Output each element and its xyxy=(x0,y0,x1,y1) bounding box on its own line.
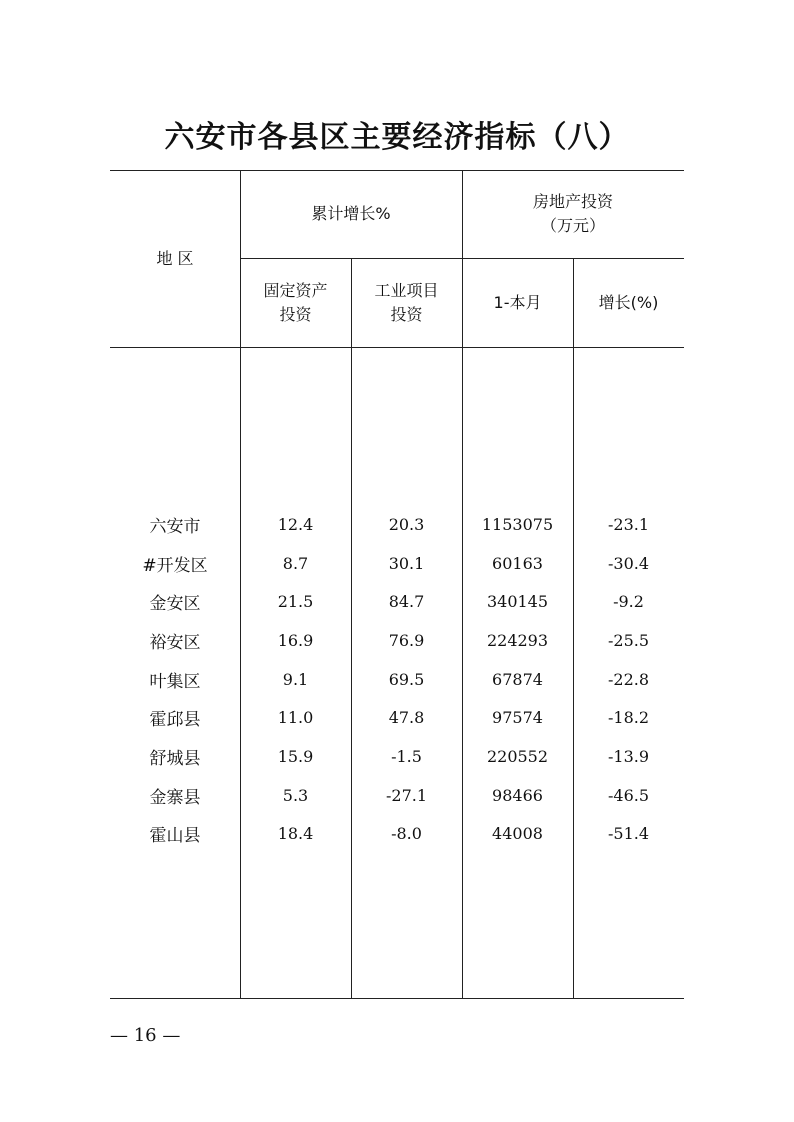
fixed-asset-value: 15.9 xyxy=(277,746,314,766)
header-bottom-rule xyxy=(110,347,684,348)
growth-value: -23.1 xyxy=(607,514,650,534)
region-name: 霍山县 xyxy=(149,825,201,846)
industrial-value: 47.8 xyxy=(388,707,425,727)
real-estate-value: 340145 xyxy=(486,591,549,611)
fixed-asset-value: 9.1 xyxy=(282,669,309,689)
header-region: 地 区 xyxy=(156,248,194,268)
header-fixed-asset: 固定资产 投资 xyxy=(263,280,328,324)
industrial-value: 76.9 xyxy=(388,630,425,650)
real-estate-value: 97574 xyxy=(492,707,543,727)
real-estate-value: 1153075 xyxy=(481,514,554,534)
region-name: 裕安区 xyxy=(149,632,201,653)
fixed-asset-value: 18.4 xyxy=(277,823,314,843)
page-title: 六安市各县区主要经济指标（八） xyxy=(164,120,630,155)
growth-value: -30.4 xyxy=(607,553,650,573)
table-bottom-rule xyxy=(110,998,684,999)
growth-value: -46.5 xyxy=(607,785,650,805)
industrial-value: -1.5 xyxy=(391,746,422,766)
industrial-value: -27.1 xyxy=(385,785,428,805)
industrial-value: 69.5 xyxy=(388,669,425,689)
region-name: #开发区 xyxy=(142,555,208,576)
industrial-value: 20.3 xyxy=(388,514,425,534)
region-name: 叶集区 xyxy=(149,671,201,692)
real-estate-value: 44008 xyxy=(492,823,543,843)
fixed-asset-value: 5.3 xyxy=(282,785,309,805)
growth-value: -51.4 xyxy=(607,823,650,843)
header-industrial-project: 工业项目 投资 xyxy=(374,280,439,324)
fixed-asset-value: 8.7 xyxy=(282,553,309,573)
header-ytd: 1-本月 xyxy=(493,292,542,312)
region-name: 六安市 xyxy=(149,516,201,537)
fixed-asset-value: 16.9 xyxy=(277,630,314,650)
growth-value: -18.2 xyxy=(607,707,650,727)
region-name: 金寨县 xyxy=(149,787,201,808)
real-estate-value: 224293 xyxy=(486,630,549,650)
real-estate-value: 98466 xyxy=(492,785,543,805)
real-estate-value: 60163 xyxy=(492,553,543,573)
growth-value: -9.2 xyxy=(613,591,644,611)
growth-value: -25.5 xyxy=(607,630,650,650)
region-name: 霍邱县 xyxy=(149,709,201,730)
industrial-value: 84.7 xyxy=(388,591,425,611)
growth-value: -22.8 xyxy=(607,669,650,689)
header-real-estate: 房地产投资 （万元） xyxy=(532,192,613,235)
real-estate-value: 220552 xyxy=(486,746,549,766)
header-cumulative-growth: 累计增长% xyxy=(311,204,391,223)
industrial-value: 30.1 xyxy=(388,553,425,573)
growth-value: -13.9 xyxy=(607,746,650,766)
header-growth: 增长(%) xyxy=(598,292,659,312)
fixed-asset-value: 12.4 xyxy=(277,514,314,534)
region-name: 金安区 xyxy=(149,593,201,614)
fixed-asset-value: 21.5 xyxy=(277,591,314,611)
fixed-asset-value: 11.0 xyxy=(277,707,314,727)
real-estate-value: 67874 xyxy=(492,669,543,689)
region-name: 舒城县 xyxy=(149,748,201,769)
page-number: — 16 — xyxy=(110,1025,181,1046)
industrial-value: -8.0 xyxy=(391,823,422,843)
